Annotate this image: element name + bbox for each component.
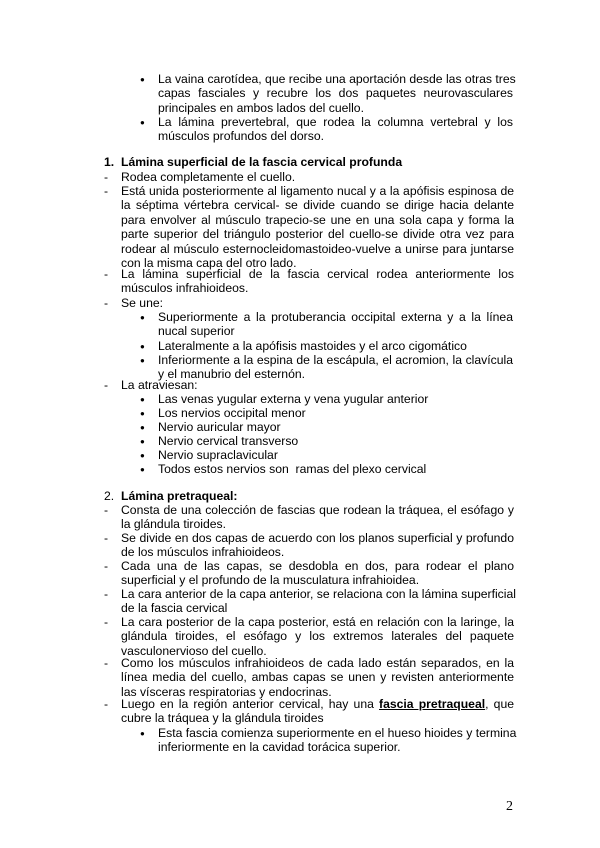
atraviesan-bullet-text: Los nervios occipital menor (158, 406, 306, 420)
section2-item: - Se divide en dos capas de acuerdo con los planos superficial y profundo de los músculos infrahioideos. (104, 531, 514, 560)
atraviesan-bullet-text: Nervio supraclavicular (158, 448, 278, 462)
section2-item: - La cara posterior de la capa posterior, está en relación con la laringe, la glándula tiroides, el esófago y los extremos laterales del paquete vasculonervioso del cuello. (104, 615, 514, 658)
se-une-bullet-text: Superiormente a la protuberancia occipital externa y a la línea nucal superior (158, 310, 513, 339)
bullet-icon (140, 353, 152, 369)
fascia-pretraqueal-line: Luego en la región anterior cervical, hay una fascia pretraqueal, que (121, 697, 514, 711)
bullet-icon (140, 462, 152, 478)
atraviesan-bullet-text: Las venas yugular externa y vena yugular anterior (158, 392, 429, 406)
section2-item: - La cara anterior de la capa anterior, se relaciona con la lámina superficial de la fascia cervical (104, 587, 516, 616)
section2-sub-bullet-text: Esta fascia comienza superiormente en el hueso hioides y termina inferiormente en la cavidad torácica superior. (158, 726, 517, 755)
section1-item: - Rodea completamente el cuello. (104, 170, 296, 184)
section1-item: - La lámina superficial de la fascia cervical rodea anteriormente los músculos infrahioideos. (104, 267, 514, 296)
section1-item: - Está unida posteriormente al ligamento nucal y a la apófisis espinosa de la séptima vértebra cervical- se divide cuando se dirige hacia delante para envolver al músculo trapecio-se une en una sola capa y forma la parte superior del triángulo posterior del cuello-se divide otra vez para rodear al músculo esternocleidomastoideo-vuelve a unirse para juntarse con la misma capa del otro lado. (104, 184, 514, 271)
bullet-icon (140, 72, 152, 88)
section2-item: - Como los músculos infrahioideos de cada lado están separados, en la línea media del cuello, ambas capas se unen y revisten anteriormente las vísceras respiratorias y endocrinas. (104, 656, 514, 699)
top-bullet-text: La lámina prevertebral, que rodea la columna vertebral y los músculos profundos del dorso. (158, 115, 513, 144)
bullet-icon (140, 310, 152, 326)
section2-item: - Luego en la región anterior cervical, hay una fascia pretraqueal, que cubre la tráquea y la glándula tiroides (104, 697, 514, 726)
se-une-bullet-text: Inferiormente a la espina de la escápula, el acromion, la clavícula y el manubrio del esternón. (158, 353, 513, 382)
atraviesan-bullet-text: Nervio auricular mayor (158, 420, 281, 434)
fascia-pretraqueal-term: fascia pretraqueal (379, 697, 486, 711)
section2-heading: 2. Lámina pretraqueal: (104, 489, 238, 503)
section1-item: - La atraviesan: (104, 378, 198, 392)
section2-item: - Consta de una colección de fascias que rodean la tráquea, el esófago y la glándula tiroides. (104, 503, 514, 532)
se-une-bullet-text: Lateralmente a la apófisis mastoides y el arco cigomático (158, 339, 467, 353)
atraviesan-bullet-text: Nervio cervical transverso (158, 434, 299, 448)
atraviesan-bullet-text: Todos estos nervios son ramas del plexo cervical (158, 462, 427, 476)
bullet-icon (140, 726, 152, 742)
top-bullet-text: La vaina carotídea, que recibe una aportación desde las otras tres capas fasciales y recubre los dos paquetes neurovasculares principales en ambos lados del cuello. (158, 72, 516, 115)
section2-item: - Cada una de las capas, se desdobla en dos, para rodear el plano superficial y el profundo de la musculatura infrahioidea. (104, 559, 514, 588)
bullet-icon (140, 115, 152, 131)
section1-heading: 1. Lámina superficial de la fascia cervical profunda (104, 155, 403, 169)
page-number: 2 (506, 799, 513, 814)
section1-item: - Se une: (104, 296, 164, 310)
